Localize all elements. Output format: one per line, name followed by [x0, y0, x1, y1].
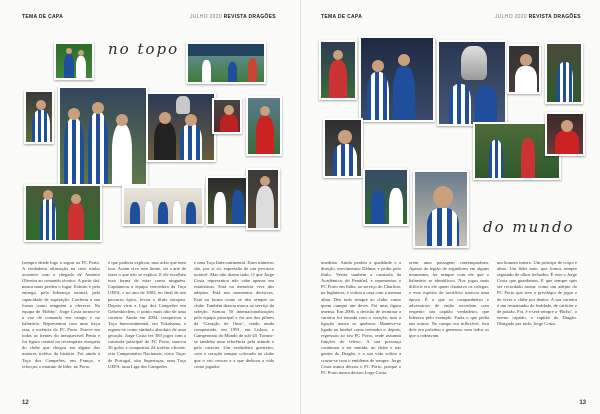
left-column-1: (sempre desde logo a seguir ao FC Porto. A verdadeira afirmação na crise titular acontece com a chegada de António Oliveira ao comando técnico. A partir daí, nunca mais perdeu o lugar. Exímio e pela entrega, pela liderança natural, pela capacidade de superação. Conferiu à sua forma como ninguém a oferecer. Na equipa de ‘Bobby’, Jorge Costa tornou-se a voz de comando em campo e no balneário. Representou com uma força rara, a essência do FC Porto. Esteve em todas as frentes do inesquecível Penta e foi figura central na reconquista europeia do clube que chegou em alguns dos maiores troféus da história. Foi ainda à Taça dos Campeões, em França, e reforçou o estatuto de líder, no Porto.: [22, 260, 100, 369]
section-label: TEMA DE CAPA: [321, 14, 363, 20]
issue-date: JULHO 2020: [495, 14, 527, 20]
page-number-right: 13: [579, 400, 586, 406]
left-column-2: é que poderia explicar, mas acho que nem isso. Assim vivo sem limite, sei a arte de fazer o que não se explica. E ele escolheu essa forma de estar como ninguém. Capitaneou a equipa vencedora da Taça UEFA, e no ano de 2003, no final de um percurso épico, levou o título europeu. Depois viria a Liga dos Campeões em Gelsenkirchen, o ponto mais alto de uma carreira. Ainda em 2004, conquistou a Taça Intercontinental, em Yokohama, e ergueu-se como símbolo absoluto de uma geração. Jorge Costa fez 383 jogos com a camisola principal do FC Porto, marcou 26 golos e conquistou 24 troféus oficiais: oito Campeonatos Nacionais, cinco Taças de Portugal, oito Supertaças, uma Taça UEFA, uma Liga dos Campeões: [108, 260, 186, 369]
photo-player-red-shirt: [545, 112, 585, 156]
left-header-section: [22, 14, 63, 20]
photo-player-red: [246, 96, 282, 156]
photo-player-headshot: [323, 118, 363, 178]
right-header-section: [321, 14, 362, 20]
script-title-left: no topo: [108, 40, 180, 58]
photo-trophy-lift: [146, 92, 216, 162]
photo-trophy-kiss: [437, 40, 507, 126]
magazine-name: REVISTA DRAGÕES: [528, 14, 581, 20]
right-column-2: orem uma passagem contemporânea. Apesar da legião de seguidores em alguns momentos, foi sempre com ele que o balneário se identificou. Nos jogos mais difíceis era ele quem chamava os colegas, e esse espírito de sacrifício marcou uma época. É o que os companheiros e adversários de então recordam com respeito: um capitão verdadeiro, que liderava pelo exemplo. Fazia o que pedia aos outros. No campo era inflexível, fora dele era próximo e generoso com todos os que o rodeavam.: [409, 260, 489, 339]
script-title-right: do mundo: [483, 218, 575, 236]
photo-player-standing: [246, 168, 280, 230]
photo-champions-celebration: [359, 36, 435, 122]
page-number-left: 12: [22, 400, 29, 406]
photo-team-huddle: [363, 168, 409, 226]
magazine-name: REVISTA DRAGÕES: [223, 14, 276, 20]
photo-captain-portrait: [413, 170, 469, 248]
photo-team-lineup: [122, 186, 204, 226]
right-header-issue: [495, 14, 581, 20]
section-label: TEMA DE CAPA: [22, 14, 64, 20]
photo-player-jump: [319, 40, 357, 100]
right-column-1: imediato. Ainda perdeu a qualidade e a direção, movimentou Dálmar e pediu pelo título. Vestiu também a camisola da Académica, do Penafiel, e representou o FC Porto em Itália, ao serviço do Charlton, na Inglaterra, e voltou a casa com a mesma alma. Deu tudo sempre ao clube, como quem cumpre um dever. Foi uma figura imensa. Em 2006, a decisão de terminar a carreira foi tomada com o coração, mas a ligação nunca se quebrou. Manteve-se ligado ao futebol como treinador e, depois, regressou ao seu FC Porto, onde assumiu funções de relevo. A sua presença continuou a ser sentida, no clube e nas gentes do Dragão, e a sua vida voltou a cruzar-se com o emblema de sempre. Jorge Costa nunca deixou o FC Porto, porque o FC Porto nunca deixou Jorge Costa.: [321, 260, 401, 375]
left-header-issue: [190, 14, 276, 20]
left-column-3: e uma Taça Intercontinental. Estes números são, por si só, expressão de um percurso notável. Mas não dizem tudo. O que Jorge Costa representou não cabe apenas em estatísticas. Está na memória viva dos adeptos. Está nos momentos decisivos. Está na forma como se deu sempre ao clube. Também deixou marca ao serviço da seleção. Somou 50 internacionalizações pela equipa principal e foi um dos pilares da ‘Geração de Ouro’, tendo ainda conquistado, em 1991, em Lisboa, o Campeonato do Mundo de sub-20. Tornou-se também uma referência pela atitude e pelo carácter. Um verdadeiro guerreiro, com o coração sempre colocado no clube que o viu crescer e a que dedicou a vida como jogador.: [194, 260, 274, 369]
photo-team-champions: [58, 86, 148, 186]
photo-team-celebration: [54, 42, 94, 80]
photo-portrait-small: [212, 98, 242, 134]
photo-player-portrait: [24, 90, 54, 144]
right-page: [300, 0, 600, 414]
photo-portrait-celebration: [507, 44, 541, 94]
photo-match-duel: [24, 184, 102, 242]
issue-date: JULHO 2020: [190, 14, 222, 20]
photo-match-action: [186, 42, 266, 84]
photo-player-run: [545, 42, 583, 104]
right-column-3: um homem inteiro. Um príncipe de corpo e alma. Um líder nato, que fomos sempre seguindo de olhos fechados. É esse o Jorge Costa que guardamos. E que sempre quis ser recordado assim: como um adepto do FC Porto que teve o privilégio de jogar e de viver o clube por dentro. A sua carreira é um testemunho de lealdade, de carácter e de paixão. Foi, é e será sempre o ‘Bicho’, o eterno capitão, o capitão do Dragão. Obrigado por tudo, Jorge Costa.: [497, 260, 577, 326]
